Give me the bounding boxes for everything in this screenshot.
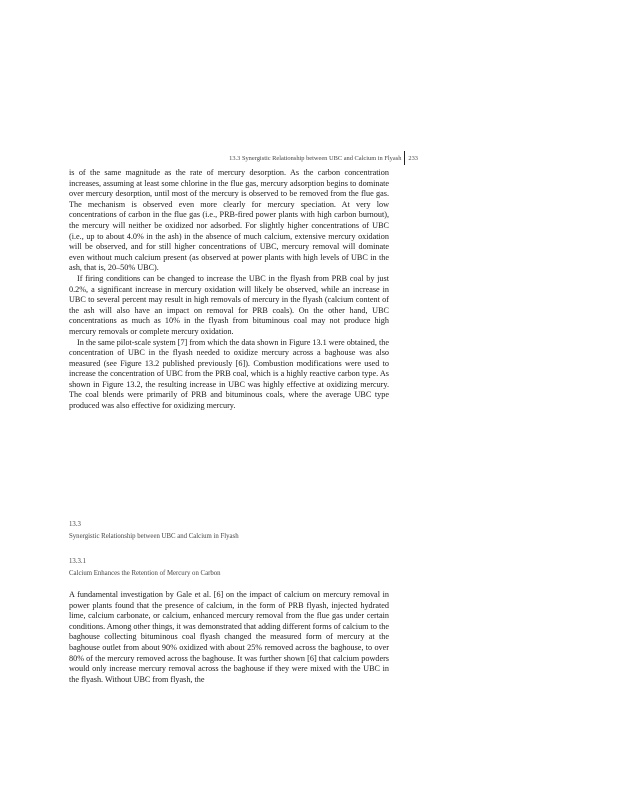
- running-title: 13.3 Synergistic Relationship between UBC and Calcium in Flyash: [229, 154, 402, 162]
- subsection-number: 13.3.1: [69, 558, 86, 565]
- body-text-upper: [69, 168, 389, 412]
- paragraph-gale-investigation: A fundamental investigation by Gale et al. [6] on the impact of calcium on mercury removal in power plants found that the presence of calcium, in the form of PRB flyash, injected hydrated lime, calcium carbonate, or calcium, enhanced mercury removal from the flue gas under certain conditions. Among other things, it was demonstrated that adding different forms of calcium to the baghouse collecting bituminous coal flyash changed the measured form of mercury at the baghouse outlet from about 90% oxidized with about 25% removed across the baghouse, to over 80% of the mercury removed across the baghouse. It was further shown [6] that calcium powders would only increase mercury removal across the baghouse if they were mixed with the UBC in the flyash. Without UBC from flyash, the: [69, 590, 390, 684]
- paragraph-firing-conditions: If firing conditions can be changed to increase the UBC in the flyash from PRB coal by just 0.2%, a significant increase in mercury oxidation will likely be observed, while an increase in UBC to several percent may result in high removals of mercury in the flyash (calcium content of the ash will also have an impact on removal for PRB coals). On the other hand, UBC concentrations as much as 10% in the flyash from bituminous coal may not produce high mercury removals or complete mercury oxidation.: [69, 273, 389, 336]
- page-number: 233: [408, 154, 418, 162]
- paragraph-continued: is of the same magnitude as the rate of mercury desorption. As the carbon concentration increases, assuming at least some chlorine in the flue gas, mercury adsorption begins to dominate over mercury desorption, until most of the mercury is observed to be removed from the flue gas. The mechanism is observed even more clearly for mercury speciation. At very low concentrations of carbon in the flue gas (i.e., PRB-fired power plants with high carbon burnout), the mercury will neither be oxidized nor adsorbed. For slightly higher concentrations of UBC (i.e., up to about 4.0% in the ash) in the absence of much calcium, extensive mercury oxidation will be observed, and for still higher concentrations of UBC, mercury removal will dominate even without much calcium present (as observed at power plants with high levels of UBC in the ash, that is, 20–50% UBC).: [69, 168, 389, 273]
- paragraph-pilot-scale: In the same pilot-scale system [7] from which the data shown in Figure 13.1 were obtained, the concentration of UBC in the flyash needed to oxidize mercury across a baghouse was also measured (see Figure 13.2 published previously [6]). Combustion modifications were used to increase the concentration of UBC from the PRB coal, which is a highly reactive carbon type. As shown in Figure 13.2, the resulting increase in UBC was highly effective at oxidizing mercury. The coal blends were primarily of PRB and bituminous coals, where the average UBC type produced was also effective for oxidizing mercury.: [69, 337, 389, 411]
- subsection-title: Calcium Enhances the Retention of Mercury on Carbon: [69, 570, 221, 577]
- body-text-lower: [69, 590, 389, 685]
- section-title: Synergistic Relationship between UBC and Calcium in Flyash: [69, 533, 239, 540]
- section-number: 13.3: [69, 521, 81, 528]
- running-header: [186, 152, 418, 164]
- section-heading: [69, 519, 239, 543]
- subsection-heading: [69, 556, 221, 580]
